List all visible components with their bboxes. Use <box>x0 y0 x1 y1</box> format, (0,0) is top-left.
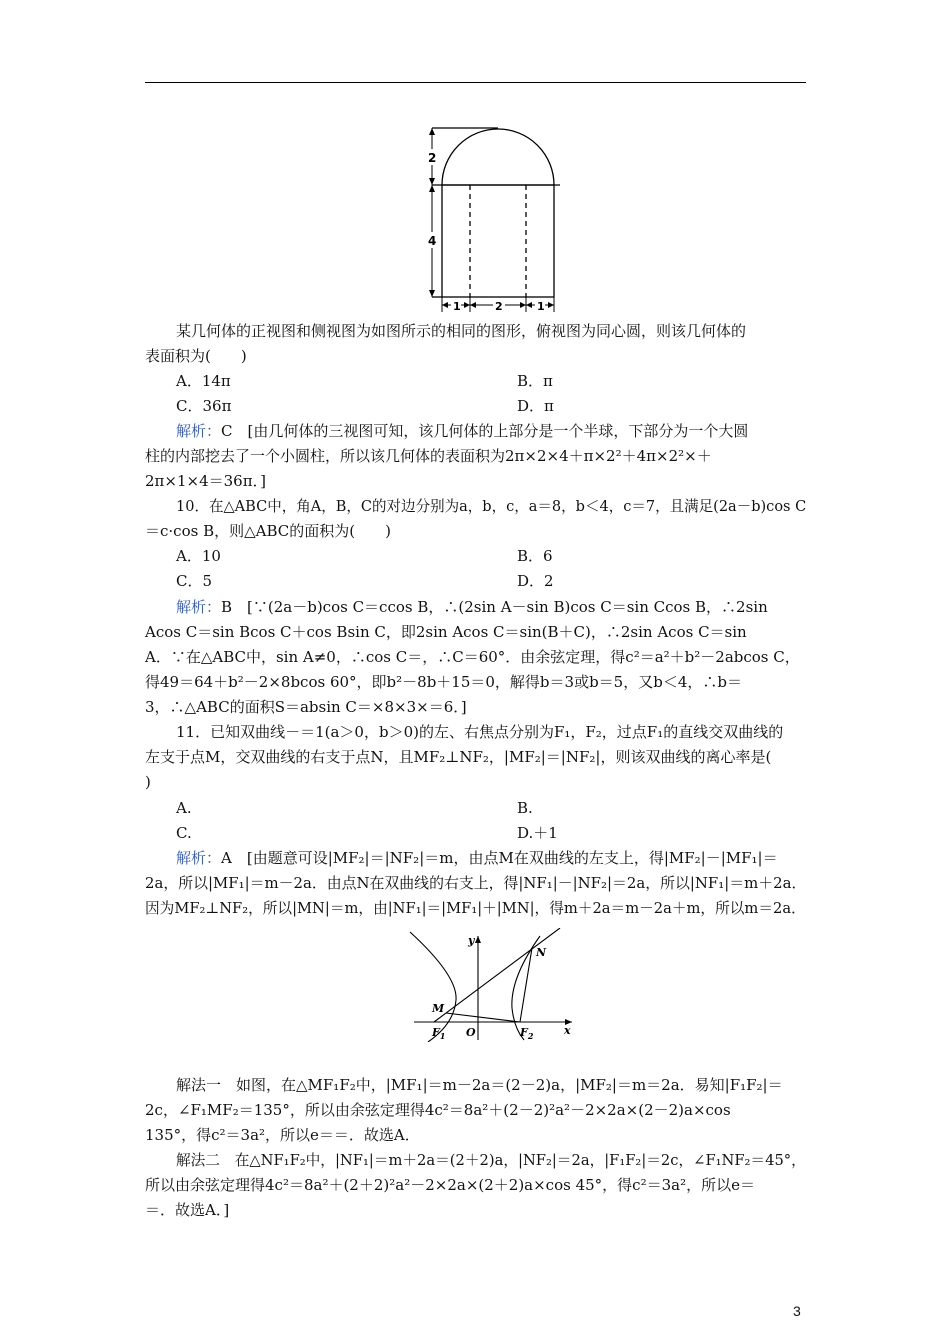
q10-option-b: B．6 <box>517 547 553 565</box>
q10-stem-line2: ＝c·cos B，则△ABC的面积为( ) <box>145 522 391 540</box>
q10-solution-line3: A．∵在△ABC中，sin A≠0，∴cos C＝，∴C＝60°．由余弦定理，得c²＝a²＋b²－2abcos C， <box>145 648 800 666</box>
solution-label: 解析： <box>176 849 222 867</box>
hemisphere-outline <box>442 129 554 185</box>
q11-solution-line2: 2a，所以|MF₁|＝m－2a．由点N在双曲线的右支上，得|NF₁|－|NF₂|＝2a，所以|NF₁|＝m＋2a． <box>145 874 807 892</box>
x-axis-label: x <box>564 1024 571 1037</box>
segment-m-f2 <box>446 1013 520 1022</box>
q11-method2-line3: ＝．故选A．] <box>145 1201 230 1219</box>
q11-solution-line3: 因为MF₂⊥NF₂，所以|MN|＝m，由|NF₁|＝|MF₁|＋|MN|，得m＋2a＝m－2a＋m，所以m＝2a． <box>145 899 806 917</box>
point-f1-label: $F_1$ <box>432 1026 446 1041</box>
q9-stem-line1: 某几何体的正视图和侧视图为如图所示的相同的图形，俯视图为同心圆，则该几何体的 <box>176 322 747 340</box>
q10-solution-line2: Acos C＝sin Bcos C＋cos Bsin C，即2sin Acos C＝sin(B＋C)，∴2sin Acos C＝sin <box>145 623 747 641</box>
y-axis-label: y <box>468 934 475 947</box>
q10-solution-line5: 3，∴△ABC的面积S＝absin C＝×8×3×＝6．] <box>145 698 467 716</box>
q11-method1-line3: 135°，得c²＝3a²，所以e＝＝．故选A． <box>145 1126 420 1144</box>
point-m-label: M <box>432 1002 445 1015</box>
q11-stem-line1: 11．已知双曲线－＝1(a＞0，b＞0)的左、右焦点分别为F₁，F₂，过点F₁的直线交双曲线的 <box>176 723 784 741</box>
q11-option-b: B. <box>517 799 533 817</box>
q9-option-b: B．π <box>517 372 553 390</box>
point-n-label: N <box>536 946 547 959</box>
dim-label-top-height: 2 <box>428 151 437 165</box>
q9-solution-line3: 2π×1×4＝36π．] <box>145 472 266 490</box>
q11-method1-line2: 2c，∠F₁MF₂＝135°，所以由余弦定理得4c²＝8a²＋(2－2)²a²－2×2a×(2－2)a×cos <box>145 1101 731 1119</box>
q9-solution-line2: 柱的内部挖去了一个小圆柱，所以该几何体的表面积为2π×2×4＋π×2²＋4π×2²×＋ <box>145 447 712 465</box>
q10-option-c: C．5 <box>176 572 213 590</box>
q10-solution-line4: 得49＝64＋b²－2×8bcos 60°，即b²－8b＋15＝0，解得b＝3或b＝5，又b＜4，∴b＝ <box>145 673 742 691</box>
q9-option-a: A．14π <box>176 372 231 390</box>
q11-option-d: D.＋1 <box>517 824 558 842</box>
q11-stem-line2: 左支于点M，交双曲线的右支于点N，且MF₂⊥NF₂，|MF₂|＝|NF₂|，则该双曲线的离心率是( <box>145 748 772 766</box>
q10-solution-line1: 解析：B [∵(2a－b)cos C＝ccos B，∴(2sin A－sin B)cos C＝sin Ccos B，∴2sin <box>176 598 768 616</box>
solution-label: 解析： <box>176 422 222 440</box>
hyperbola-figure <box>400 928 580 1042</box>
q11-stem-line3: ) <box>145 773 151 791</box>
q9-stem-line2: 表面积为( ) <box>145 347 247 365</box>
q9-option-c: C．36π <box>176 397 232 415</box>
dim-label-right-width: 1 <box>537 300 545 313</box>
page-number: 3 <box>793 1303 801 1319</box>
q10-stem-line1: 10．在△ABC中，角A，B，C的对边分别为a，b，c，a＝8，b＜4，c＝7，且满足(2a－b)cos C <box>176 497 807 515</box>
point-f2-label: $F_2$ <box>520 1026 534 1041</box>
origin-label: O <box>466 1026 476 1039</box>
q11-option-c: C. <box>176 824 192 842</box>
cylinder-outline <box>442 185 554 297</box>
header-rule <box>145 82 806 83</box>
q11-method2-line1: 解法二 在△NF₁F₂中，|NF₁|＝m＋2a＝(2＋2)a，|NF₂|＝2a，|F₁F₂|＝2c，∠F₁NF₂＝45°， <box>176 1151 806 1169</box>
q10-option-a: A．10 <box>176 547 221 565</box>
q9-solution-line1: 解析：C [由几何体的三视图可知，该几何体的上部分是一个半球，下部分为一个大圆 <box>176 422 749 440</box>
dim-label-mid-width: 2 <box>495 300 503 313</box>
solution-label: 解析： <box>176 598 222 616</box>
q11-method2-line2: 所以由余弦定理得4c²＝8a²＋(2＋2)²a²－2×2a×(2＋2)a×cos 45°，得c²＝3a²，所以e＝ <box>145 1176 755 1194</box>
dim-label-left-width: 1 <box>453 300 461 313</box>
q11-option-a: A. <box>176 799 192 817</box>
q10-option-d: D．2 <box>517 572 554 590</box>
q11-method1-line1: 解法一 如图，在△MF₁F₂中，|MF₁|＝m－2a＝(2－2)a，|MF₂|＝m＝2a．易知|F₁F₂|＝ <box>176 1076 783 1094</box>
dim-label-body-height: 4 <box>428 234 437 248</box>
q11-solution-line1: 解析：A [由题意可设|MF₂|＝|NF₂|＝m，由点M在双曲线的左支上，得|MF₂|－|MF₁|＝ <box>176 849 778 867</box>
q9-option-d: D．π <box>517 397 554 415</box>
solid-front-view-figure <box>418 122 590 314</box>
line-f1-n <box>434 928 560 1022</box>
